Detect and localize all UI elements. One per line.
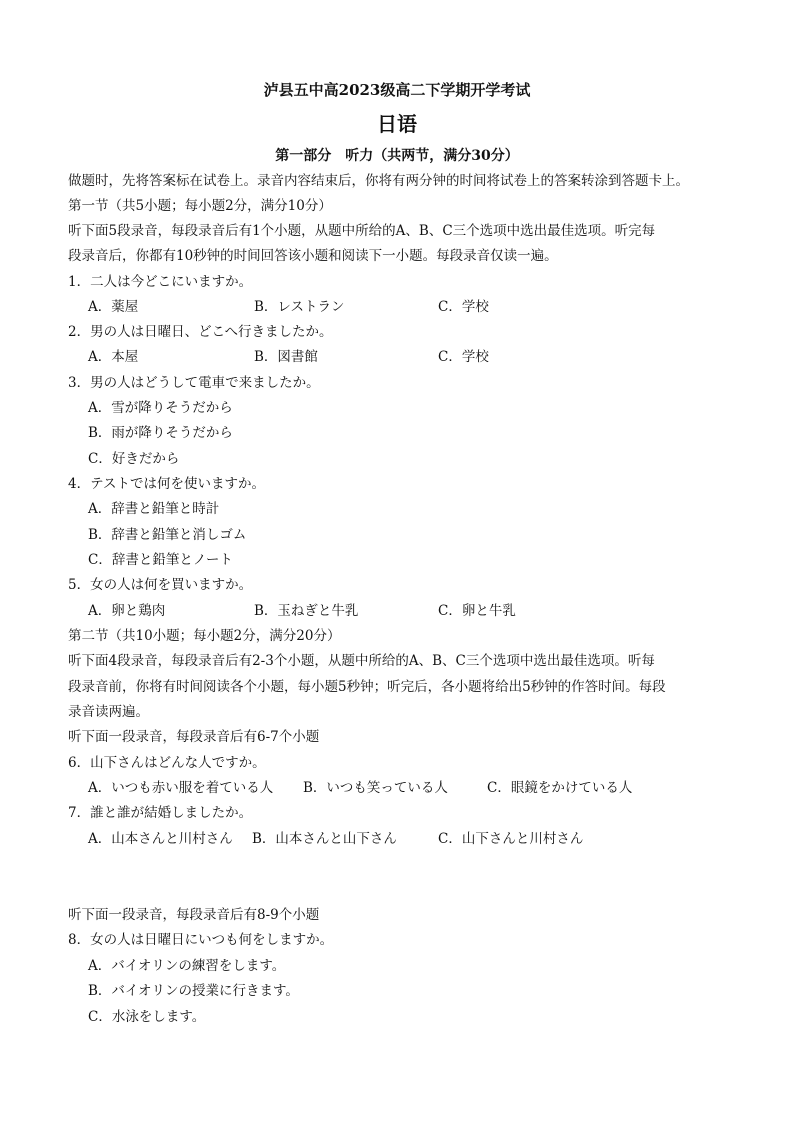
q7-option-a: A．山本さんと川村さん	[88, 831, 233, 847]
q6-option-c: C．眼鏡をかけている人	[487, 780, 633, 796]
q2-option-a: A．本屋	[88, 349, 139, 365]
question-5: 5．女の人は何を買いますか。	[68, 577, 253, 593]
q8-option-a: A．バイオリンの練習をします。	[88, 958, 286, 974]
q3-option-c: C．好きだから	[88, 451, 180, 467]
section1-desc-1: 听下面5段录音，每段录音后有1个小题，从题中所给的A、B、C三个选项中选出最佳选项。听完每	[68, 223, 656, 239]
section1-desc-2: 段录音后，你都有10秒钟的时间回答该小题和阅读下一小题。每段录音仅读一遍。	[68, 248, 558, 264]
q7-option-b: B．山本さんと山下さん	[252, 831, 397, 847]
question-7: 7．誰と誰が結婚しましたか。	[68, 805, 253, 821]
section2-desc-3: 录音读两遍。	[68, 704, 149, 720]
q5-option-a: A．卵と鶏肉	[88, 603, 166, 619]
question-3: 3．男の人はどうして電車で来ましたか。	[68, 375, 320, 391]
question-6: 6．山下さんはどんな人ですか。	[68, 755, 266, 771]
part-title: 第一部分 听力（共两节，满分30分）	[275, 148, 519, 164]
section2-desc-1: 听下面4段录音，每段录音后有2-3个小题，从题中所给的A、B、C三个选项中选出最佳选项。听每	[68, 653, 655, 669]
question-8: 8．女の人は日曜日にいつも何をしますか。	[68, 932, 334, 948]
q6-option-b: B．いつも笑っている人	[303, 780, 448, 796]
q4-option-a: A．辞書と鉛筆と時計	[88, 501, 220, 517]
q2-option-b: B．図書館	[254, 349, 318, 365]
q4-option-b: B．辞書と鉛筆と消しゴム	[88, 527, 247, 543]
q6-option-a: A．いつも赤い服を着ている人	[88, 780, 274, 796]
section1-heading: 第一节（共5小题；每小题2分，满分10分）	[68, 198, 332, 214]
q8-option-c: C．水泳をします。	[88, 1009, 206, 1025]
group1-intro: 听下面一段录音，每段录音后有6-7个小题	[68, 729, 320, 745]
school-title: 泸县五中高2023级高二下学期开学考试	[263, 81, 531, 99]
general-instruction: 做题时，先将答案标在试卷上。录音内容结束后，你将有两分钟的时间将试卷上的答案转涂到答题卡上。	[68, 173, 689, 189]
q1-option-c: C．学校	[438, 299, 489, 315]
q1-option-a: A．薬屋	[88, 299, 139, 315]
subject-title: 日语	[377, 112, 417, 136]
q5-option-b: B．玉ねぎと牛乳	[254, 603, 359, 619]
q3-option-a: A．雪が降りそうだから	[88, 400, 233, 416]
group2-intro: 听下面一段录音，每段录音后有8-9个小题	[68, 907, 320, 923]
q8-option-b: B．バイオリンの授業に行きます。	[88, 983, 299, 999]
q2-option-c: C．学校	[438, 349, 489, 365]
q7-option-c: C．山下さんと川村さん	[438, 831, 584, 847]
section2-desc-2: 段录音前，你将有时间阅读各个小题，每小题5秒钟；听完后，各小题将给出5秒钟的作答时间。每段	[68, 679, 666, 695]
question-1: 1．二人は今どこにいますか。	[68, 274, 253, 290]
question-2: 2．男の人は日曜日、どこへ行きましたか。	[68, 324, 333, 340]
q5-option-c: C．卵と牛乳	[438, 603, 516, 619]
q4-option-c: C．辞書と鉛筆とノート	[88, 552, 233, 568]
question-4: 4．テストでは何を使いますか。	[68, 476, 266, 492]
section2-heading: 第二节（共10小题；每小题2分，满分20分）	[68, 628, 341, 644]
q1-option-b: B．レストラン	[254, 299, 345, 315]
q3-option-b: B．雨が降りそうだから	[88, 425, 233, 441]
